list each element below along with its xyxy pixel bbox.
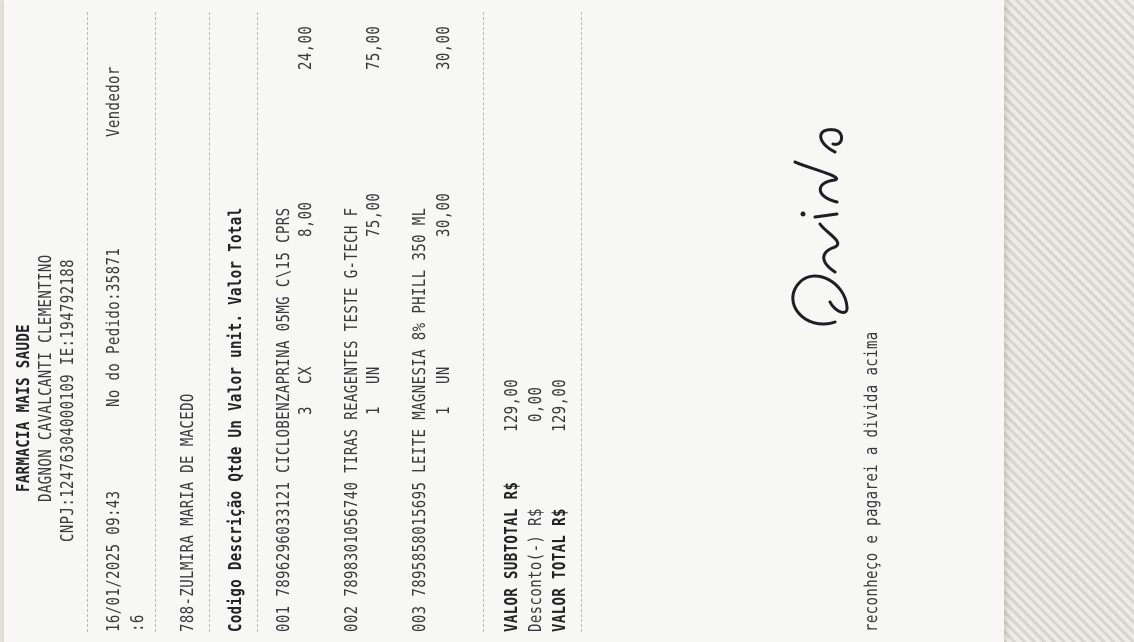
item-line: 002 7898301056740 TIRAS REAGENTES TESTE G-TECH F	[341, 207, 362, 632]
item-line: 003 7895858015695 LEITE MAGNESIA 8% PHILL 350 ML	[409, 207, 430, 632]
item-qty: 3	[295, 406, 316, 415]
signature-text: reconheço e pagarei a divida acima	[861, 331, 882, 632]
subtotal-value: 129,00	[501, 378, 522, 432]
vendor-value: :6	[127, 614, 148, 632]
item-unit: UN	[433, 366, 454, 384]
store-owner: DAGNON CAVALCANTI CLEMENTINO	[35, 254, 56, 502]
item-unit: CX	[295, 366, 316, 384]
items-header: Codigo Descrição Qtde Un Valor unit. Valor Total	[225, 207, 246, 632]
store-cnpj: CNPJ:12476304000109 IE:194792188	[57, 259, 78, 542]
store-name: FARMACIA MAIS SAUDE	[13, 323, 34, 492]
item-unit-price: 30,00	[433, 192, 454, 237]
item-unit: UN	[363, 366, 384, 384]
total-value: 129,00	[549, 378, 570, 432]
total-label: VALOR TOTAL R$	[549, 508, 570, 632]
divider	[257, 12, 258, 632]
item-total: 24,00	[295, 25, 316, 70]
divider	[155, 12, 156, 632]
discount-value: 0,00	[525, 386, 546, 422]
divider	[483, 12, 484, 632]
item-qty: 1	[433, 406, 454, 415]
item-total: 75,00	[363, 25, 384, 70]
item-qty: 1	[363, 406, 384, 415]
divider	[209, 12, 210, 632]
customer-name: 788-ZULMIRA MARIA DE MACEDO	[177, 393, 198, 632]
receipt-paper	[4, 0, 1004, 642]
divider	[87, 12, 88, 632]
order-number: No do Pedido:35871	[103, 247, 124, 407]
item-total: 30,00	[433, 25, 454, 70]
item-unit-price: 8,00	[295, 201, 316, 237]
order-date-time: 16/01/2025 09:43	[103, 490, 124, 632]
subtotal-label: VALOR SUBTOTAL R$	[501, 481, 522, 632]
item-unit-price: 75,00	[363, 192, 384, 237]
discount-label: Desconto(-) R$	[525, 508, 546, 632]
vendor-label: Vendedor	[103, 66, 124, 137]
item-line: 001 7896296033121 CICLOBENZAPRINA 05MG C\15 CPRS	[273, 207, 294, 632]
handwritten-signature	[775, 82, 865, 342]
receipt-content	[0, 2, 1005, 642]
divider	[581, 12, 582, 632]
